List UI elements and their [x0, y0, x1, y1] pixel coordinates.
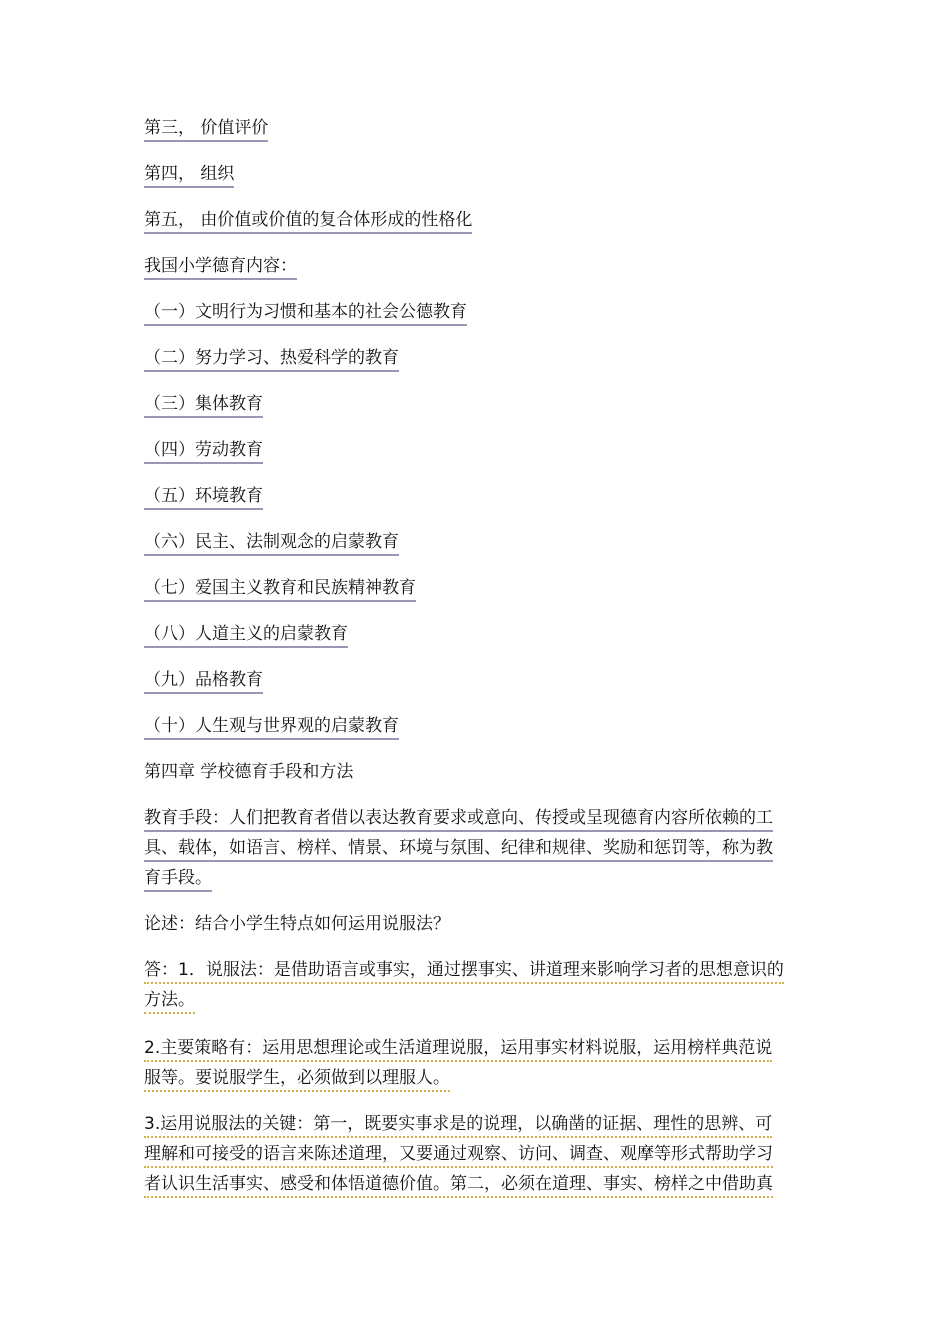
item-line-8 — [144, 438, 263, 462]
item-text: （八）人道主义的启蒙教育 — [144, 624, 348, 648]
question-line — [144, 912, 450, 936]
chapter-title: 第四章 学校德育手段和方法 — [144, 762, 354, 782]
section-heading: 我国小学德育内容： — [144, 256, 297, 280]
item-text: （四）劳动教育 — [144, 440, 263, 464]
item-text: 第五， 由价值或价值的复合体形成的性格化 — [144, 210, 472, 234]
item-line-12 — [144, 622, 348, 646]
definition-line-3 — [144, 866, 212, 890]
item-line-1 — [144, 116, 268, 140]
answer2-line-2 — [144, 1066, 450, 1090]
item-text: （七）爱国主义教育和民族精神教育 — [144, 578, 416, 602]
definition-line-2 — [144, 836, 773, 860]
answer3-line-3 — [144, 1172, 773, 1196]
item-text: （三）集体教育 — [144, 394, 263, 418]
answer-text: 方法。 — [144, 990, 195, 1014]
item-text: （六）民主、法制观念的启蒙教育 — [144, 532, 399, 556]
item-line-2 — [144, 162, 234, 186]
answer2-line-1 — [144, 1036, 772, 1060]
item-line-6 — [144, 346, 399, 370]
definition-line-1 — [144, 806, 773, 830]
item-text: （二）努力学习、热爱科学的教育 — [144, 348, 399, 372]
item-line-5 — [144, 300, 467, 324]
definition-text: 具、载体，如语言、榜样、情景、环境与氛围、纪律和规律、奖励和惩罚等，称为教 — [144, 838, 773, 862]
item-line-14 — [144, 714, 399, 738]
answer-text: 答：1．说服法：是借助语言或事实，通过摆事实、讲道理来影响学习者的思想意识的 — [144, 960, 784, 984]
item-text: 第四， 组织 — [144, 164, 234, 188]
item-line-11 — [144, 576, 416, 600]
answer3-line-1 — [144, 1112, 772, 1136]
item-text: （十）人生观与世界观的启蒙教育 — [144, 716, 399, 740]
answer-text: 服等。要说服学生，必须做到以理服人。 — [144, 1068, 450, 1092]
item-line-7 — [144, 392, 263, 416]
answer-text: 者认识生活事实、感受和体悟道德价值。第二，必须在道理、事实、榜样之中借助真 — [144, 1174, 773, 1198]
chapter-heading — [144, 760, 353, 784]
item-line-13 — [144, 668, 263, 692]
answer-text: 理解和可接受的语言来陈述道理，又要通过观察、访问、调查、观摩等形式帮助学习 — [144, 1144, 773, 1168]
question-text: 论述：结合小学生特点如何运用说服法？ — [144, 914, 450, 934]
definition-text: 育手段。 — [144, 868, 212, 892]
answer-text: 2.主要策略有：运用思想理论或生活道理说服，运用事实材料说服，运用榜样典范说 — [144, 1038, 772, 1062]
answer3-line-2 — [144, 1142, 773, 1166]
answer-text: 3.运用说服法的关键：第一，既要实事求是的说理，以确凿的证据、理性的思辨、可 — [144, 1114, 772, 1138]
item-text: （五）环境教育 — [144, 486, 263, 510]
answer1-line-2 — [144, 988, 195, 1012]
item-text: （九）品格教育 — [144, 670, 263, 694]
item-text: 第三， 价值评价 — [144, 118, 268, 142]
item-line-10 — [144, 530, 399, 554]
item-text: （一）文明行为习惯和基本的社会公德教育 — [144, 302, 467, 326]
item-line-9 — [144, 484, 263, 508]
item-line-3 — [144, 208, 472, 232]
definition-text: 教育手段：人们把教育者借以表达教育要求或意向、传授或呈现德育内容所依赖的工 — [144, 808, 773, 832]
answer1-line-1 — [144, 958, 784, 982]
item-line-4 — [144, 254, 297, 278]
